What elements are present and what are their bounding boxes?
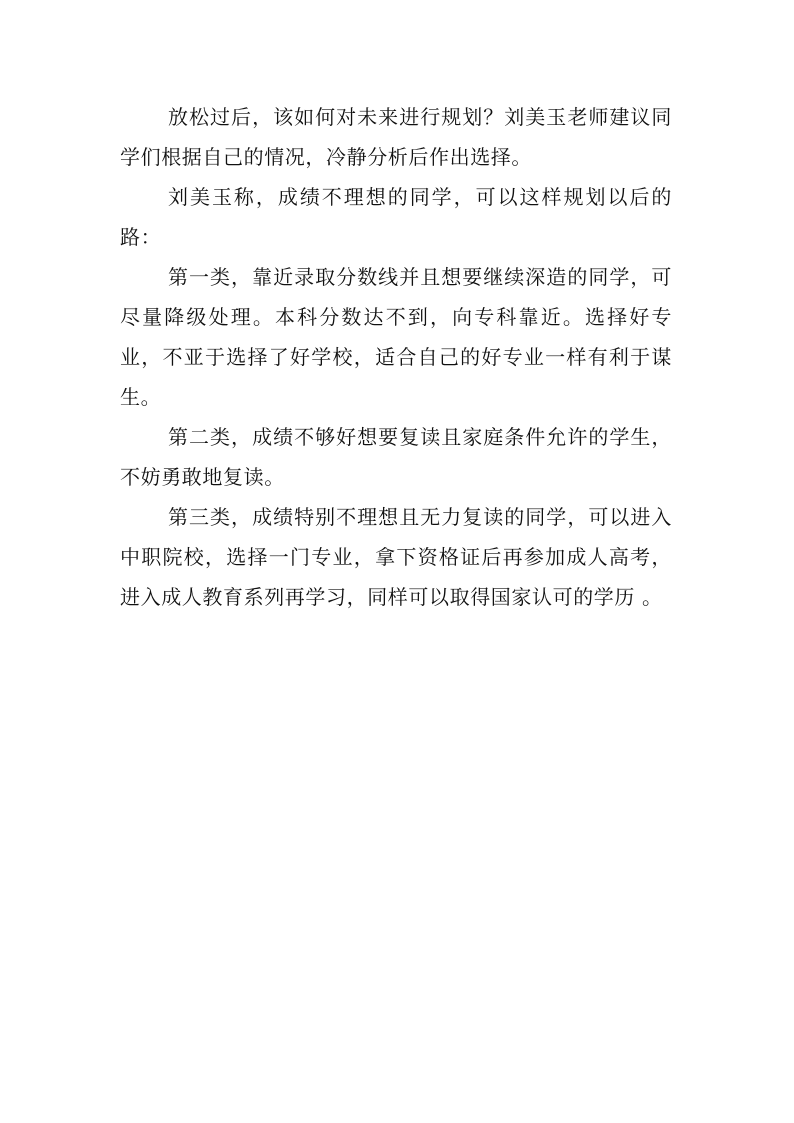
document-body xyxy=(120,97,672,617)
paragraph-category-three: 第三类，成绩特别不理想且无力复读的同学，可以进入中职院校，选择一门专业，拿下资格证后再参加成人高考，进入成人教育系列再学习，同样可以取得国家认可的学历 。 xyxy=(120,505,672,609)
paragraph-intro-categories: 刘美玉称，成绩不理想的同学，可以这样规划以后的路： xyxy=(120,185,672,249)
paragraph-category-two: 第二类，成绩不够好想要复读且家庭条件允许的学生，不妨勇敢地复读。 xyxy=(120,425,672,489)
paragraph-planning-advice: 放松过后，该如何对未来进行规划？刘美玉老师建议同学们根据自己的情况，冷静分析后作出选择。 xyxy=(120,105,672,169)
paragraph-category-one: 第一类，靠近录取分数线并且想要继续深造的同学，可尽量降级处理。本科分数达不到，向专科靠近。选择好专业，不亚于选择了好学校，适合自己的好专业一样有利于谋生。 xyxy=(120,265,672,409)
